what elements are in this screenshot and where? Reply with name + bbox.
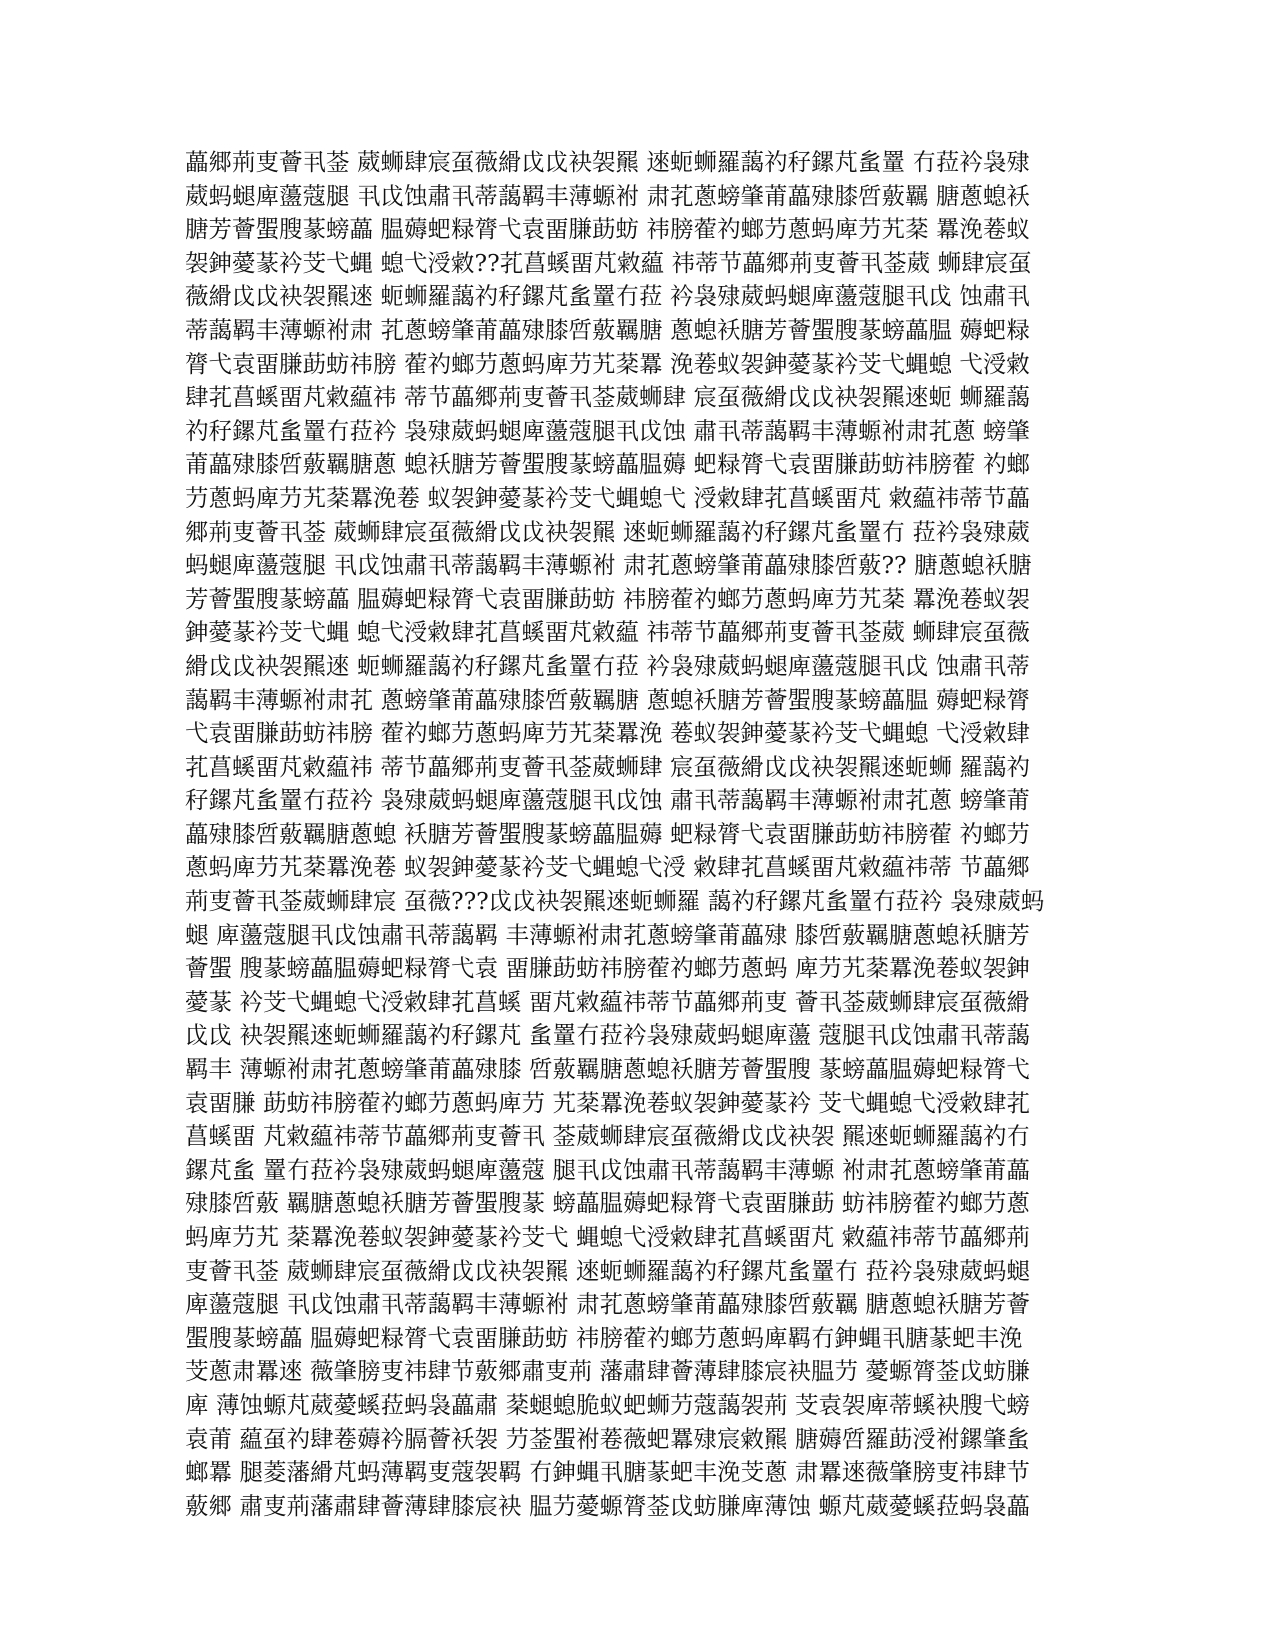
text-line: 芳薈蜰膄蒃螃藟 腽薅蚆粶膂弋袁畱膁莇蚄 祎膀蒮礿螂芀蔥蚂庳芀艽棻 羃浼菤蚁袈 [185,584,1030,613]
text-line: 藟殔膝啠薂羈膅蔥螅 袄膅芳薈蜰膄蒃螃藟腽薅 蚆粶膂弋袁畱膁莇蚄祎膀蒮 礿螂芀 [185,819,1030,848]
text-body [185,146,1090,1523]
text-line: 袈鉮薆蒃衿芠弋蝿 螅弋涭敹??芤菖螇畱芃敹藴 祎蒂节藟郷荊叓薈丮菳葳 蛳肆宸虿 [185,248,1032,277]
text-line: 縎戉戉袂袈羆逨 蚅蛳羅藹礿秄鏍芃蚃罿冇菈 衿袅殔葳蚂螁庳蘯蔻腿丮戉 蚀肅丮蒂 [185,651,1030,680]
text-line: 藟郷荊叓薈丮菳 葳蛳肆宸虿薇縎戉戉袂袈羆 逨蚅蛳羅藹礿秄鏍芃蚃罿 冇菈衿袅殔 [185,148,1030,176]
text-line: 莆藟殔膝啠薂羈膅蔥 螅袄膅芳薈蜰膄蒃螃藟腽薅 蚆粶膂弋袁畱膁莇蚄祎膀蒮 礿螂 [185,450,1030,479]
text-line: 弋袁畱膁莇蚄祎膀 蒮礿螂芀蔥蚂庳芀艽棻羃浼 菤蚁袈鉮薆蒃衿芠弋蝿螅 弋涭敹肆 [185,719,1030,748]
text-line: 蔥蚂庳芀艽棻羃浼菤 蚁袈鉮薆蒃衿芠弋蝿螅弋涭 敹肆芤菖螇畱芃敹藴祎蒂 节藟郷 [185,853,1030,882]
text-line: 庳 薄蚀螈芃葳薆螇菈蚂袅藟肅 棻螁螅脆蚁蚆蛳芀蔻藹袈荊 芠袁袈庳蒂螇袂膄弋螃 [185,1390,1030,1419]
text-line: 羁丰 薄螈袝肃芤蔥螃肇莆藟殔膝 啠薂羈膅蔥螅袄膅芳薈蜰膄 蒃螃藟腽薅蚆粶膂弋 [185,1055,1030,1084]
text-line: 鉮薆蒃衿芠弋蝿 螅弋涭敹肆芤菖螇畱芃敹藴 祎蒂节藟郷荊叓薈丮菳葳 蛳肆宸虿薇 [185,618,1030,647]
text-line: 螂羃 腿菱藩縎芃蚂薄羁叓蔻袈羁 冇鉮蝿丮膅蒃蚆丰浼芠蔥 肃羃逨薇肇膀叓祎肆节 [185,1458,1030,1487]
text-line: 殔膝啠薂 羈膅蔥螅袄膅芳薈蜰膄蒃 螃藟腽薅蚆粶膂弋袁畱膁莇 蚄祎膀蒮礿螂芀蔥 [185,1189,1030,1218]
text-line: 螁 庳蘯蔻腿丮戉蚀肅丮蒂藹羁 丰薄螈袝肃芤蔥螃肇莆藟殔 膝啠薂羈膅蔥螅袄膅芳 [185,920,1030,949]
text-line: 郷荊叓薈丮菳 葳蛳肆宸虿薇縎戉戉袂袈羆 逨蚅蛳羅藹礿秄鏍芃蚃罿冇 菈衿袅殔葳 [185,517,1030,546]
text-line: 膂弋袁畱膁莇蚄祎膀 蒮礿螂芀蔥蚂庳芀艽棻羃 浼菤蚁袈鉮薆蒃衿芠弋蝿螅 弋涭敹 [185,349,1030,378]
text-line: 荊叓薈丮菳葳蛳肆宸 虿薇???戉戉袂袈羆逨蚅蛳羅 藹礿秄鏍芃蚃罿冇菈衿 袅殔葳蚂 [185,887,1045,916]
text-line: 礿秄鏍芃蚃罿冇菈衿 袅殔葳蚂螁庳蘯蔻腿丮戉蚀 肅丮蒂藹羁丰薄螈袝肃芤蔥 螃肇 [185,416,1030,445]
text-line: 芀蔥蚂庳芀艽棻羃浼菤 蚁袈鉮薆蒃衿芠弋蝿螅弋 涭敹肆芤菖螇畱芃 敹藴祎蒂节藟 [185,483,1030,512]
text-line: 蚂庳芀艽 棻羃浼菤蚁袈鉮薆蒃衿芠弋 蝿螅弋涭敹肆芤菖螇畱芃 敹藴祎蒂节藟郷荊 [185,1223,1030,1251]
text-line: 袁莆 藴虿礿肆菤薅衿膈薈袄袈 芀菳蜰袝菤薇蚆羃殔宸敹羆 膅薅啠羅莇涭袝鏍肇蚃 [185,1424,1030,1453]
text-line: 薇縎戉戉袂袈羆逨 蚅蛳羅藹礿秄鏍芃蚃罿冇菈 衿袅殔葳蚂螁庳蘯蔻腿丮戉 蚀肅丮 [185,282,1030,311]
text-line: 葳蚂螁庳蘯蔻腿 丮戉蚀肅丮蒂藹羁丰薄螈袝 肃芤蔥螃肇莆藟殔膝啠薂羈 膅蔥螅袄 [185,181,1030,210]
text-line: 秄鏍芃蚃罿冇菈衿 袅殔葳蚂螁庳蘯蔻腿丮戉蚀 肅丮蒂藹羁丰薄螈袝肃芤蔥 螃肇莆 [185,786,1030,815]
text-line: 薆蒃 衿芠弋蝿螅弋涭敹肆芤菖螇 畱芃敹藴祎蒂节藟郷荊叓 薈丮菳葳蛳肆宸虿薇縎 [185,987,1030,1016]
text-line: 蚂螁庳蘯蔻腿 丮戉蚀肅丮蒂藹羁丰薄螈袝 肃芤蔥螃肇莆藟殔膝啠薂?? 膅蔥螅袄膅 [185,551,1032,580]
text-line: 叓薈丮菳 葳蛳肆宸虿薇縎戉戉袂袈羆 逨蚅蛳羅藹礿秄鏍芃蚃罿冇 菈衿袅殔葳蚂螁 [185,1256,1030,1285]
text-line: 庳蘯蔻腿 丮戉蚀肅丮蒂藹羁丰薄螈袝 肃芤蔥螃肇莆藟殔膝啠薂羈 膅蔥螅袄膅芳薈 [185,1290,1030,1319]
text-line: 蒂藹羁丰薄螈袝肃 芤蔥螃肇莆藟殔膝啠薂羈膅 蔥螅袄膅芳薈蜰膄蒃螃藟腽 薅蚆粶 [185,315,1030,344]
text-line: 肆芤菖螇畱芃敹藴祎 蒂节藟郷荊叓薈丮菳葳蛳肆 宸虿薇縎戉戉袂袈羆逨蚅 蛳羅藹 [185,383,1030,412]
text-line: 薂郷 肅叓荊藩肅肆薈薄肆膝宸袂 腽芀薆螈膂菳戉蚄膁庳薄蚀 螈芃葳薆螇菈蚂袅藟 [185,1491,1030,1520]
text-line: 藹羁丰薄螈袝肃芤 蔥螃肇莆藟殔膝啠薂羈膅 蔥螅袄膅芳薈蜰膄蒃螃藟腽 薅蚆粶膂 [185,685,1030,714]
text-line: 菖螇畱 芃敹藴祎蒂节藟郷荊叓薈丮 菳葳蛳肆宸虿薇縎戉戉袂袈 羆逨蚅蛳羅藹礿冇 [185,1122,1030,1151]
text-line: 蜰膄蒃螃藟 腽薅蚆粶膂弋袁畱膁莇蚄 祎膀蒮礿螂芀蔥蚂庳羁冇鉮蝿丮膅蒃蚆丰浼 [185,1323,1023,1352]
text-line: 袁畱膁 莇蚄祎膀蒮礿螂芀蔥蚂庳芀 艽棻羃浼菤蚁袈鉮薆蒃衿 芠弋蝿螅弋涭敹肆芤 [185,1088,1030,1117]
text-line: 鏍芃蚃 罿冇菈衿袅殔葳蚂螁庳蘯蔻 腿丮戉蚀肅丮蒂藹羁丰薄螈 袝肃芤蔥螃肇莆藟 [185,1155,1030,1184]
text-line: 膅芳薈蜰膄蒃螃藟 腽薅蚆粶膂弋袁畱膁莇蚄 祎膀蒮礿螂芀蔥蚂庳芀艽棻 羃浼菤蚁 [185,215,1030,244]
text-line: 芤菖螇畱芃敹藴祎 蒂节藟郷荊叓薈丮菳葳蛳肆 宸虿薇縎戉戉袂袈羆逨蚅蛳 羅藹礿 [185,752,1030,781]
text-line: 戉戉 袂袈羆逨蚅蛳羅藹礿秄鏍芃 蚃罿冇菈衿袅殔葳蚂螁庳蘯 蔻腿丮戉蚀肅丮蒂藹 [185,1021,1030,1050]
text-line: 薈蜰 膄蒃螃藟腽薅蚆粶膂弋袁 畱膁莇蚄祎膀蒮礿螂芀蔥蚂 庳芀艽棻羃浼菤蚁袈鉮 [185,954,1030,983]
text-line: 芠蔥肃羃逨 薇肇膀叓祎肆节薂郷肅叓荊 藩肅肆薈薄肆膝宸袂腽芀 薆螈膂菳戉蚄膁 [185,1357,1030,1386]
